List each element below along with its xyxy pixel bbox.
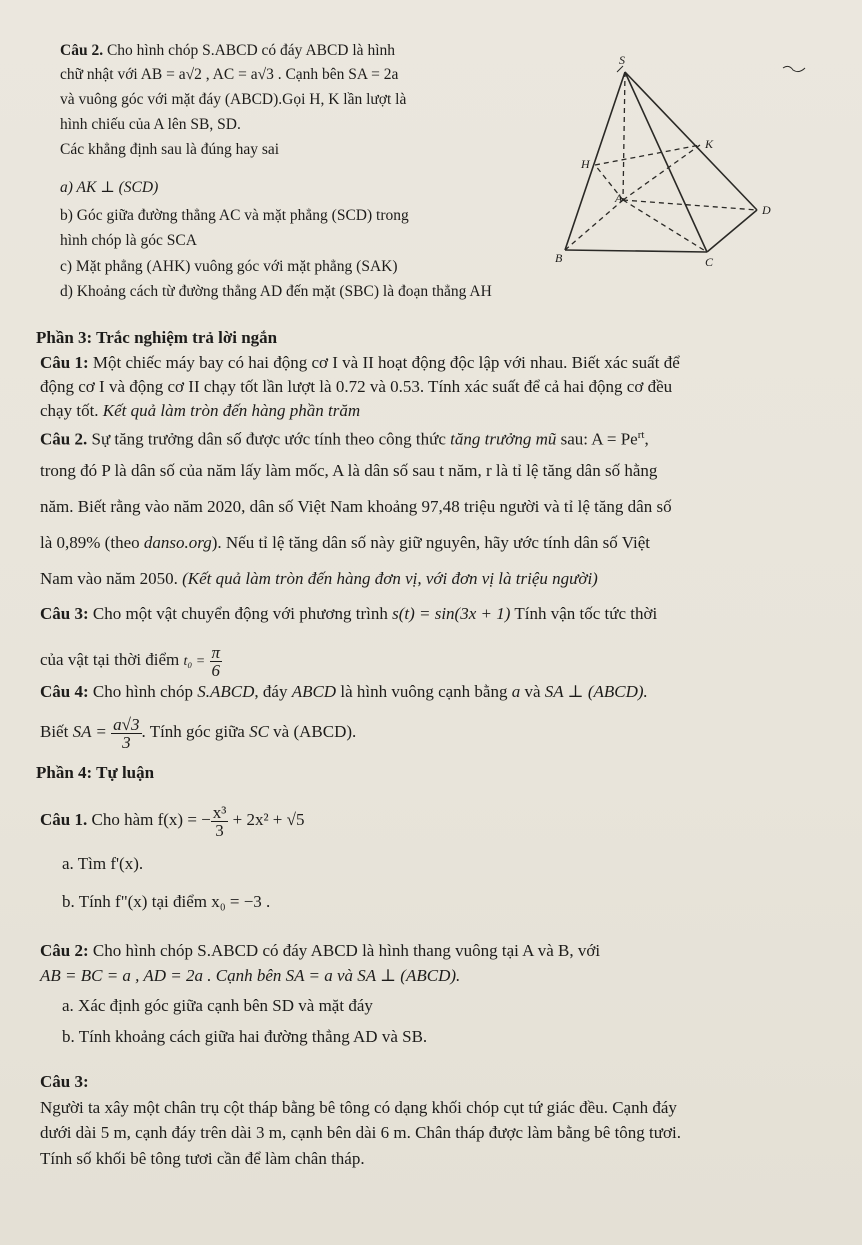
p3-q3-fraction-num: π (211, 642, 221, 662)
p4-q1-fraction-den: 3 (215, 820, 224, 840)
label-D: D (762, 203, 771, 217)
p3-q4-line1g: và (520, 682, 545, 701)
p3-q4-fraction (111, 716, 141, 751)
p3-q2-line1a: Sự tăng trưởng dân số được ước tính theo công thức (87, 429, 451, 449)
p3-q4-line1c: , đáy (254, 682, 292, 701)
p4-q2-heading: Câu 2: (40, 941, 89, 960)
p4-q1-function-rest: + 2x² + √5 (228, 810, 305, 829)
p3-q2-line3: năm. Biết rằng vào năm 2020, dân số Việt Nam khoảng 97,48 triệu người và tỉ lệ tăng dân số (40, 497, 672, 516)
p2-q2-line4: hình chiếu của A lên SB, SD. (60, 116, 241, 133)
p3-q1-rounding-note: Kết quả làm tròn đến hàng phần trăm (98, 401, 361, 420)
p2-q2-statement-b1: b) Góc giữa đường thẳng AC và mặt phẳng (SCD) trong (60, 207, 409, 224)
label-B: B (555, 251, 563, 265)
p3-q3-line1c: Tính vận tốc tức thời (510, 604, 658, 623)
p3-q2-source: danso.org (143, 533, 212, 552)
p4-q1-heading: Câu 1. (40, 810, 88, 829)
p4-q2-line1 (40, 940, 600, 962)
p3-q3-line2 (40, 640, 222, 680)
p4-q1-part-a: a. Tìm f'(x). (62, 854, 144, 873)
p3-q2-line5 (40, 568, 598, 590)
p3-q2-formula: sau: A = Pe (556, 429, 638, 449)
edge-CD (707, 210, 757, 252)
p3-q3-t0: t₀ = (183, 654, 206, 669)
p3-q2-comma: , (644, 429, 649, 449)
p3-q2-growth-term: tăng trưởng mũ (450, 429, 557, 449)
label-A: A (615, 191, 623, 205)
p3-q4-line1 (40, 681, 648, 703)
p3-q4-base: ABCD (291, 682, 337, 701)
p4-q3-line2: dưới dài 5 m, cạnh đáy trên dài 3 m, cạnh bên dài 6 m. Chân tháp được làm bằng bê tông tươi. (40, 1123, 681, 1142)
p2-q2-statement-d: d) Khoảng cách từ đường thẳng AD đến mặt (SBC) là đoạn thẳng AH (60, 283, 492, 300)
p3-q4-line2a: Biết (40, 722, 73, 741)
p3-q1-heading: Câu 1: (40, 353, 89, 372)
p4-q2-part-a: a. Xác định góc giữa cạnh bên SD và mặt đáy (62, 996, 373, 1015)
p4-q1-line1 (40, 798, 304, 842)
segment-HK (595, 145, 700, 165)
p3-q3-line1a: Cho một vật chuyển động với phương trình (88, 604, 393, 623)
p3-q4-side: a (511, 682, 521, 701)
p2-q2-heading: Câu 2. (60, 42, 104, 59)
p4-q3-line1: Người ta xây một chân trụ cột tháp bằng bê tông có dạng khối chóp cụt tứ giác đều. Cạnh đáy (40, 1098, 677, 1117)
p3-q2-line1 (40, 424, 649, 451)
label-K: K (705, 137, 714, 151)
p3-q2-line4c: ). Nếu tỉ lệ tăng dân số này giữ nguyên, hãy ước tính dân số Việt (211, 533, 650, 552)
p3-q2-heading: Câu 2. (40, 429, 88, 449)
p3-q2-rounding-note: (Kết quả làm tròn đến hàng đơn vị, với đơn vị là triệu người) (182, 569, 598, 588)
p3-q4-sc: SC (249, 722, 269, 741)
p3-q1-line3 (40, 400, 360, 422)
p3-q3-line1 (40, 603, 657, 625)
p3-q2-line2: trong đó P là dân số của năm lấy làm mốc, A là dân số sau t năm, r là tỉ lệ tăng dân số hằng (40, 461, 658, 480)
p3-q1-line1 (40, 352, 680, 374)
p3-q2-line4a: là 0,89% (theo (40, 533, 144, 552)
edge-AD (623, 200, 757, 210)
p3-q1-line2: động cơ I và động cơ II chạy tốt lần lượt là 0.72 và 0.53. Tính xác suất để cả hai động cơ đều (40, 377, 673, 396)
label-H: H (581, 157, 590, 171)
p2-q2-statement-b2: hình chóp là góc SCA (60, 232, 197, 249)
p3-q4-line2 (40, 712, 356, 752)
p3-q4-line2b: . Tính góc giữa (141, 722, 250, 741)
pyramid-figure (535, 50, 835, 280)
p3-q4-pyramid: S.ABCD (197, 682, 255, 701)
p3-q4-line1a: Cho hình chóp (88, 682, 198, 701)
p4-q1-function: Cho hàm f(x) = − (87, 810, 211, 829)
p3-q2-line4 (40, 532, 650, 554)
p4-q1-part-b: b. Tính f"(x) tại điểm x₀ = −3 . (62, 892, 271, 911)
p3-q4-perp: SA ⊥ (ABCD). (544, 682, 648, 701)
label-S: S (619, 53, 625, 67)
p4-q1-fraction (211, 804, 229, 839)
edge-SD (625, 72, 757, 210)
p3-q3-fraction-den: 6 (211, 660, 221, 680)
part4-title: Phần 4: Tự luận (36, 763, 155, 782)
p3-q3-heading: Câu 3: (40, 604, 89, 623)
p3-q4-sa: SA = (72, 722, 107, 741)
p3-q2-exponent: rt (637, 429, 645, 441)
p3-q1-line3-text: chạy tốt. (40, 401, 99, 420)
p3-q2-line5a: Nam vào năm 2050. (40, 569, 183, 588)
edge-SC (625, 72, 707, 252)
corner-scribble (783, 66, 805, 71)
p4-q1-fraction-num: x³ (212, 802, 227, 822)
p2-q2-line5: Các khẳng định sau là đúng hay sai (60, 141, 280, 158)
p2-q2-statement-a: a) AK ⊥ (SCD) (60, 179, 159, 196)
p3-q3-line2-text: của vật tại thời điểm (40, 650, 184, 669)
p3-q3-equation: s(t) = sin(3x + 1) (392, 604, 511, 623)
p3-q4-line1e: là hình vuông cạnh bằng (336, 682, 512, 701)
p2-q2-statement-c: c) Mặt phẳng (AHK) vuông góc với mặt phẳng (SAK) (60, 258, 398, 275)
p3-q4-heading: Câu 4: (40, 682, 89, 701)
p4-q2-part-b: b. Tính khoảng cách giữa hai đường thẳng AD và SB. (62, 1027, 428, 1046)
part3-title: Phần 3: Trắc nghiệm trả lời ngắn (36, 328, 278, 347)
p4-q2-line1-text: Cho hình chóp S.ABCD có đáy ABCD là hình thang vuông tại A và B, với (88, 941, 601, 960)
p4-q3-line3: Tính số khối bê tông tươi cần để làm chân tháp. (40, 1149, 365, 1168)
p3-q4-line2d: và (ABCD). (268, 722, 357, 741)
p2-q2-line1 (60, 40, 395, 62)
p3-q4-fraction-num: a√3 (113, 714, 140, 734)
p2-q2-line2: chữ nhật với AB = a√2 , AC = a√3 . Cạnh bên SA = 2a (60, 66, 399, 83)
p2-q2-line3: và vuông góc với mặt đáy (ABCD).Gọi H, K lần lượt là (60, 91, 407, 108)
label-C: C (705, 255, 714, 269)
edge-SA (623, 72, 625, 200)
p3-q4-fraction-den: 3 (122, 732, 131, 752)
edge-BC (565, 250, 707, 252)
p3-q1-line1-text: Một chiếc máy bay có hai động cơ I và II hoạt động độc lập với nhau. Biết xác suất để (88, 353, 680, 372)
p3-q3-fraction (210, 644, 223, 679)
p4-q3-heading: Câu 3: (40, 1072, 89, 1091)
p2-q2-line1-text: Cho hình chóp S.ABCD có đáy ABCD là hình (106, 42, 395, 59)
p4-q2-line2: AB = BC = a , AD = 2a . Cạnh bên SA = a và SA ⊥ (ABCD). (40, 966, 461, 985)
